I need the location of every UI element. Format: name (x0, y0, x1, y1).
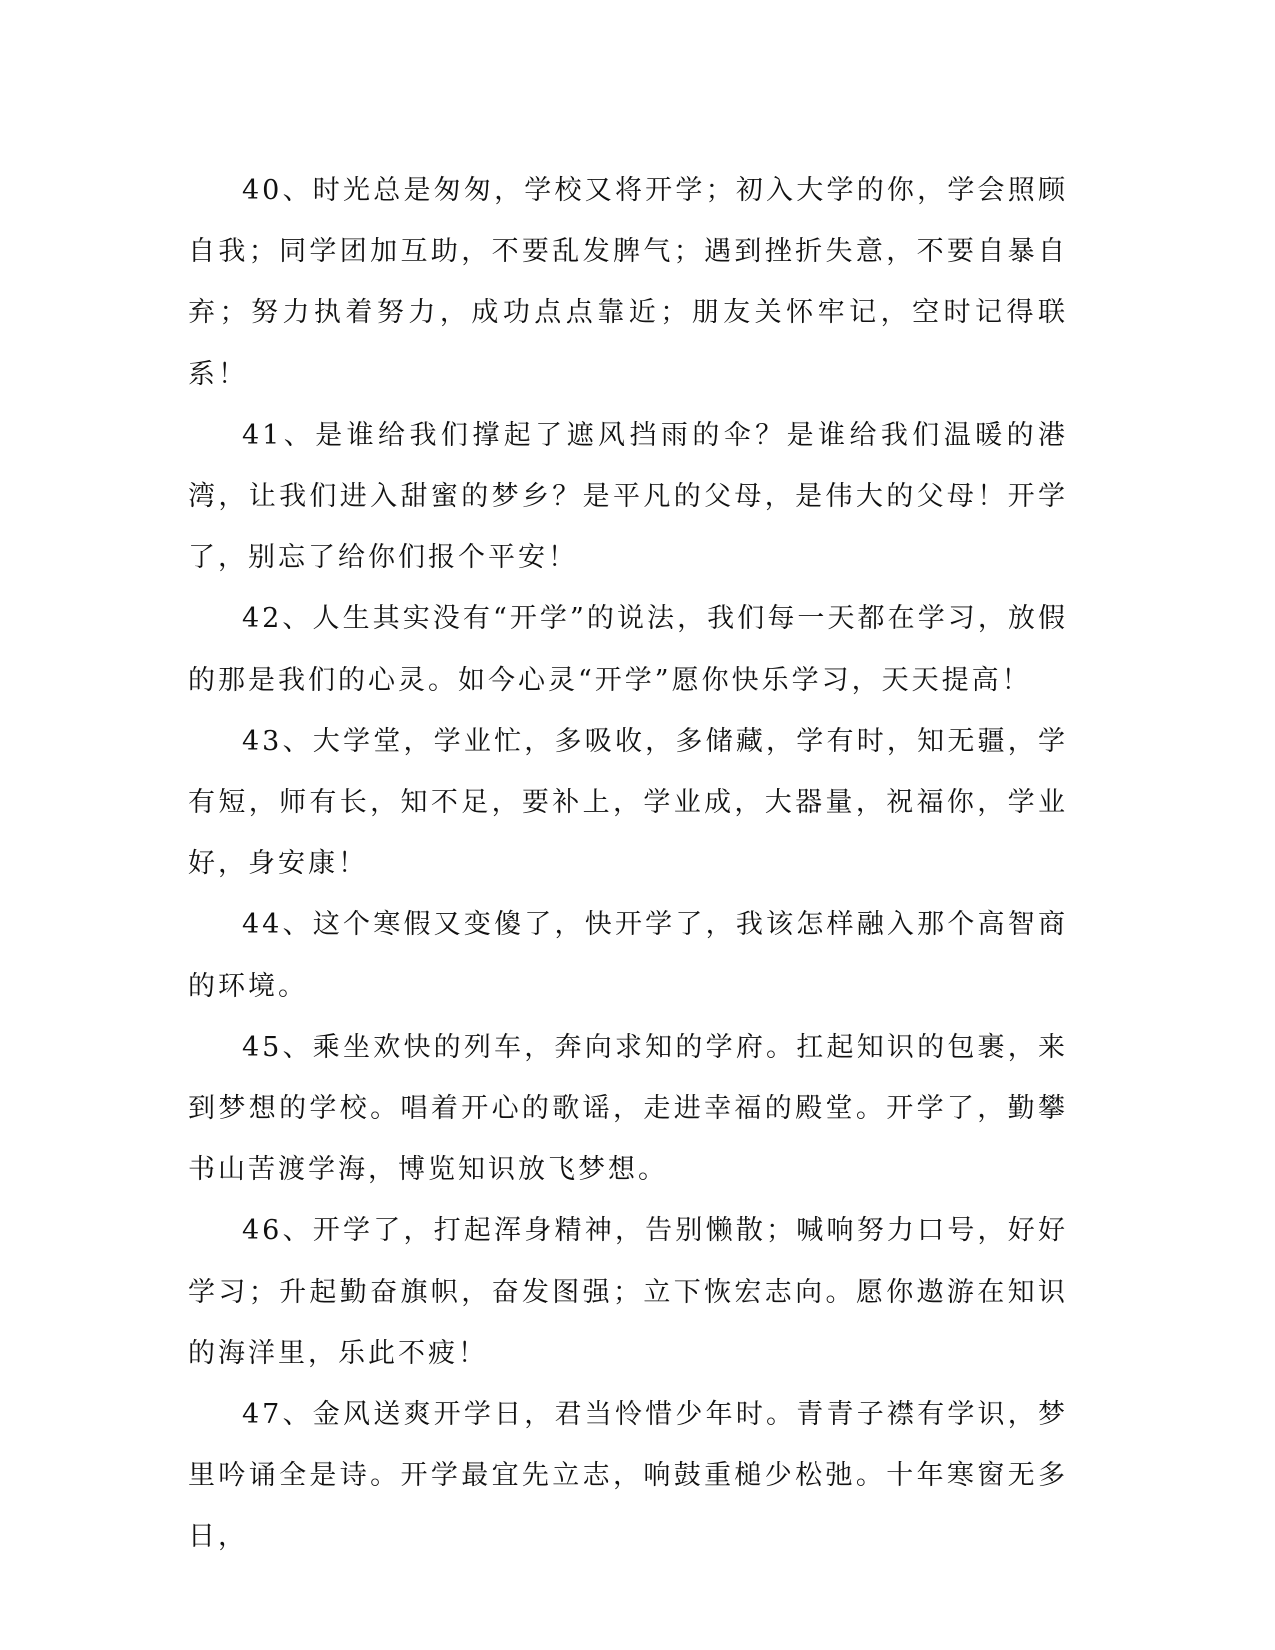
paragraph-42: 42、人生其实没有“开学”的说法，我们每一天都在学习，放假的那是我们的心灵。如今心灵“开学”愿你快乐学习，天天提高！ (188, 603, 1068, 696)
paragraph-40: 40、时光总是匆匆，学校又将开学；初入大学的你，学会照顾自我；同学团加互助，不要乱发脾气；遇到挫折失意，不要自暴自弃；努力执着努力，成功点点靠近；朋友关怀牢记，空时记得联系！ (188, 175, 1068, 390)
paragraph-46: 46、开学了，打起浑身精神，告别懒散；喊响努力口号，好好学习；升起勤奋旗帜，奋发图强；立下恢宏志向。愿你遨游在知识的海洋里，乐此不疲！ (188, 1215, 1068, 1369)
paragraph-44: 44、这个寒假又变傻了，快开学了，我该怎样融入那个高智商的环境。 (188, 909, 1068, 1002)
paragraph-45: 45、乘坐欢快的列车，奔向求知的学府。扛起知识的包裹，来到梦想的学校。唱着开心的歌谣，走进幸福的殿堂。开学了，勤攀书山苦渡学海，博览知识放飞梦想。 (188, 1031, 1068, 1186)
paragraph-43: 43、大学堂，学业忙，多吸收，多储藏，学有时，知无疆，学有短，师有长，知不足，要补上，学业成，大器量，祝福你，学业好，身安康！ (188, 725, 1068, 880)
paragraph-47: 47、金风送爽开学日，君当怜惜少年时。青青子襟有学识，梦里吟诵全是诗。开学最宜先立志，响鼓重槌少松弛。十年寒窗无多日， (188, 1399, 1068, 1553)
paragraph-41: 41、是谁给我们撑起了遮风挡雨的伞？是谁给我们温暖的港湾，让我们进入甜蜜的梦乡？是平凡的父母，是伟大的父母！开学了，别忘了给你们报个平安！ (188, 419, 1068, 574)
document-body (188, 160, 1068, 1568)
